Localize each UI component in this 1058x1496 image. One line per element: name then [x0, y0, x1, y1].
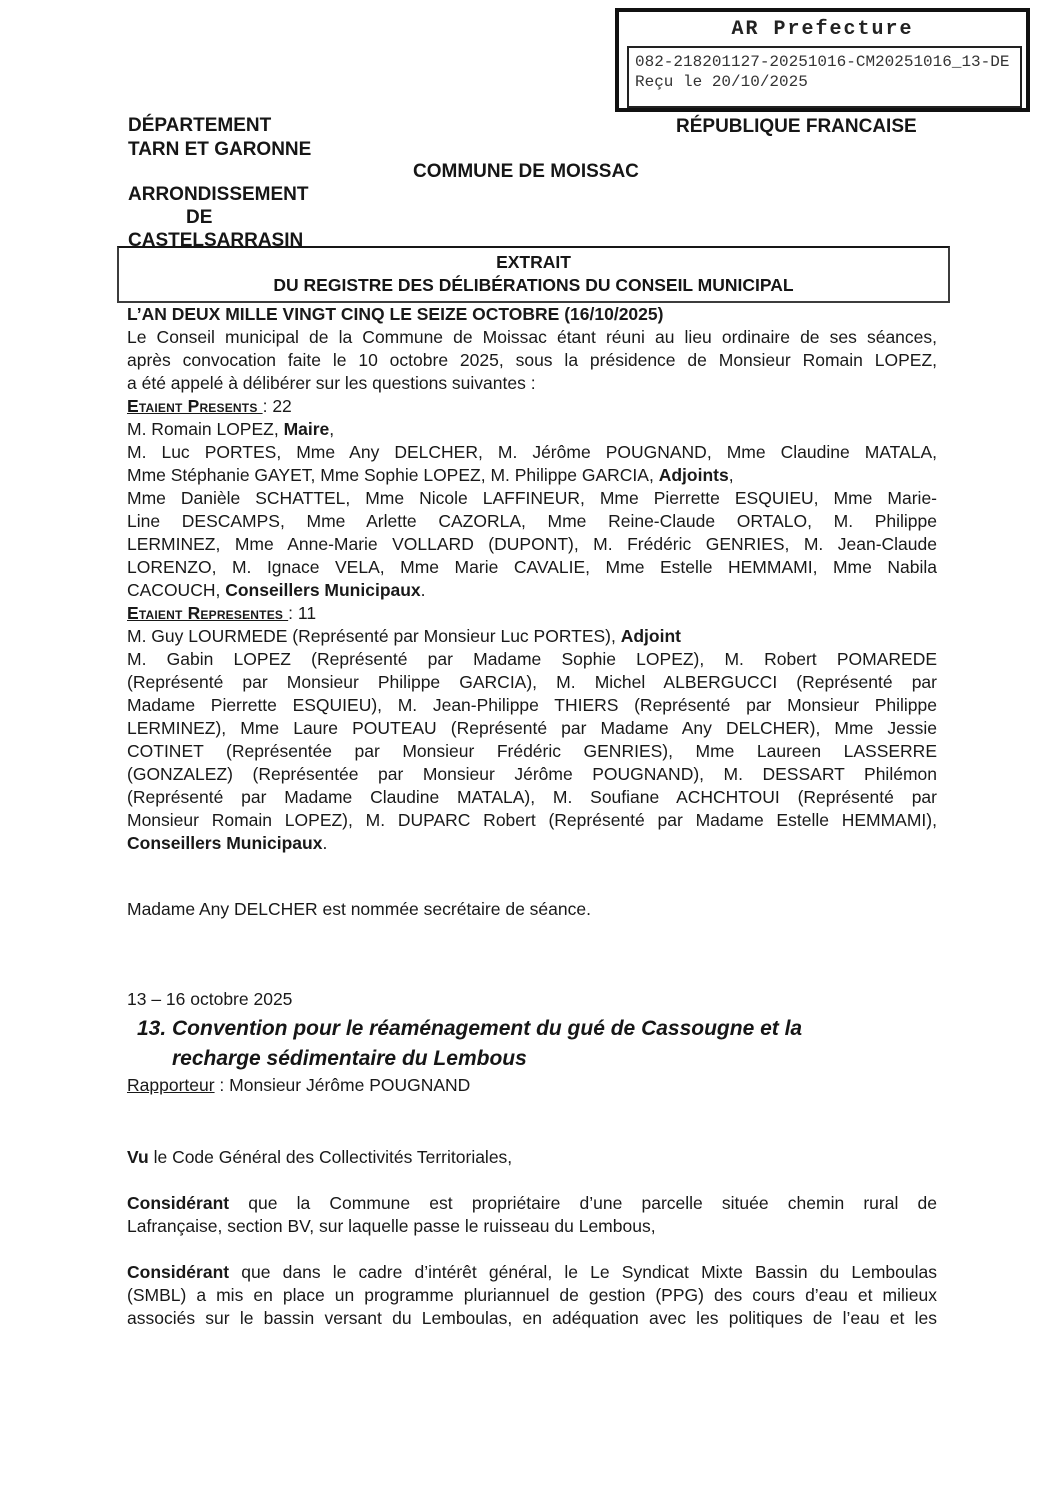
represente-line [127, 625, 937, 648]
represente-line: Monsieur Romain LOPEZ), M. DUPARC Robert (Représenté par Madame Estelle HEMMAMI), [127, 810, 937, 830]
arrondissement-line2: DE [186, 207, 213, 228]
present-line: Mme Danièle SCHATTEL, Mme Nicole LAFFINEUR, Mme Pierrette ESQUIEU, Mme Marie- [127, 488, 937, 508]
intro-line: Le Conseil municipal de la Commune de Moissac étant réuni au lieu ordinaire de ses séances, [127, 327, 937, 347]
ar-stamp-reference: 082-218201127-20251016-CM20251016_13-DE [635, 53, 1010, 71]
vu-keyword: Vu [127, 1147, 149, 1167]
represente-line: (Représenté par Madame Claudine MATALA), M. Soufiane ACHCHTOUI (Représenté par [127, 787, 937, 807]
intro-line: après convocation faite le 10 octobre 2025, sous la présidence de Monsieur Romain LOPEZ, [127, 350, 937, 370]
role-adjoints: Adjoints [658, 465, 729, 485]
represente-names: M. Guy LOURMEDE (Représenté par Monsieur Luc PORTES), [127, 626, 621, 646]
role-conseillers: Conseillers Municipaux [127, 833, 323, 853]
vu-text: le Code Général des Collectivités Territoriales, [148, 1147, 513, 1167]
considerant-line: (SMBL) a mis en place un programme pluriannuel de gestion (PPG) des cours d’eau et milieux [127, 1285, 937, 1305]
ar-stamp-title: AR Prefecture [731, 18, 914, 41]
rapporteur-value: : Monsieur Jérôme POUGNAND [214, 1075, 471, 1095]
present-names: , [728, 465, 734, 485]
ar-stamp-inner-box [627, 46, 1022, 108]
considerant-line [127, 1192, 937, 1215]
represente-line: (GONZALEZ) (Représentée par Monsieur Jérôme POUGNAND), M. DESSART Philémon [127, 764, 937, 784]
departement-block [128, 114, 311, 162]
considerant-line: associés sur le bassin versant du Lemboulas, en adéquation avec les politiques de l’eau et les [127, 1308, 937, 1328]
considerant-paragraph-1 [127, 1192, 937, 1238]
represente-line: (Représenté par Monsieur Philippe GARCIA), M. Michel ALBERGUCCI (Représenté par [127, 672, 937, 692]
role-adjoint: Adjoint [620, 626, 681, 646]
extrait-box [117, 246, 950, 303]
considerant-line: Lafrançaise, section BV, sur laquelle passe le ruisseau du Lembous, [127, 1216, 656, 1236]
considerant-keyword: Considérant [127, 1193, 230, 1213]
present-names: Mme Stéphanie GAYET, Mme Sophie LOPEZ, M. Philippe GARCIA, [127, 465, 659, 485]
present-names: , [329, 419, 335, 439]
republique-label: RÉPUBLIQUE FRANCAISE [676, 116, 917, 137]
present-names: M. Romain LOPEZ, [127, 419, 284, 439]
secretary-note: Madame Any DELCHER est nommée secrétaire de séance. [127, 899, 591, 919]
considerant-keyword: Considérant [127, 1262, 230, 1282]
representes-count: : 11 [288, 603, 317, 623]
considerant-text: que dans le cadre d’intérêt général, le Le Syndicat Mixte Bassin du Lemboulas [229, 1262, 937, 1282]
extrait-title: EXTRAIT [496, 252, 571, 272]
commune-label: COMMUNE DE MOISSAC [413, 161, 639, 182]
deliberation-title-text [172, 1014, 937, 1074]
ar-prefecture-stamp [615, 8, 1030, 112]
role-conseillers: Conseillers Municipaux [225, 580, 421, 600]
title-line1: Convention pour le réaménagement du gué de Cassougne et la [172, 1017, 803, 1040]
deliberation-body [127, 303, 937, 1330]
present-line: Line DESCAMPS, Mme Arlette CAZORLA, Mme Reine-Claude ORTALO, M. Philippe [127, 511, 937, 531]
deliberation-number: 13. [137, 1017, 167, 1040]
arrondissement-block [128, 183, 328, 252]
representes-label: Etaient Representes [127, 603, 289, 623]
title-line2: recharge sédimentaire du Lembous [172, 1047, 527, 1070]
present-line: LORENZO, M. Ignace VELA, Mme Marie CAVALIE, Mme Estelle HEMMAMI, Mme Nabila [127, 557, 937, 577]
present-line: M. Luc PORTES, Mme Any DELCHER, M. Jérôme POUGNAND, Mme Claudine MATALA, [127, 442, 937, 462]
role-maire: Maire [283, 419, 330, 439]
rapporteur-label: Rapporteur [127, 1075, 215, 1095]
represente-line: COTINET (Représentée par Monsieur Frédéric GENRIES), Mme Laureen LASSERRE [127, 741, 937, 761]
represente-line: LERMINEZ), Mme Laure POUTEAU (Représenté par Madame Any DELCHER), Mme Jessie [127, 718, 937, 738]
represente-line: M. Gabin LOPEZ (Représenté par Madame Sophie LOPEZ), M. Robert POMAREDE [127, 649, 937, 669]
presents-heading [127, 395, 937, 418]
agenda-item-range: 13 – 16 octobre 2025 [127, 989, 293, 1009]
intro-line: a été appelé à délibérer sur les questions suivantes : [127, 373, 536, 393]
present-line [127, 418, 937, 441]
represente-line [127, 832, 937, 855]
departement-line1: DÉPARTEMENT [128, 115, 272, 136]
present-line [127, 464, 937, 487]
presents-count: : 22 [262, 396, 292, 416]
arrondissement-line1: ARRONDISSEMENT [128, 184, 309, 205]
present-names: . [420, 580, 426, 600]
represente-names: . [322, 833, 328, 853]
deliberation-title [127, 1014, 937, 1074]
session-date-line: L’AN DEUX MILLE VINGT CINQ LE SEIZE OCTOBRE (16/10/2025) [127, 304, 664, 324]
considerant-text: que la Commune est propriétaire d’une parcelle située chemin rural de [229, 1193, 937, 1213]
ar-stamp-received-date: Reçu le 20/10/2025 [635, 73, 808, 91]
vu-line [127, 1146, 937, 1169]
extrait-subtitle: DU REGISTRE DES DÉLIBÉRATIONS DU CONSEIL MUNICIPAL [273, 275, 794, 295]
rapporteur-line [127, 1074, 937, 1097]
considerant-paragraph-2 [127, 1261, 937, 1330]
present-line [127, 579, 937, 602]
considerant-line [127, 1261, 937, 1284]
representes-heading [127, 602, 937, 625]
present-names: CACOUCH, [127, 580, 226, 600]
presents-label: Etaient Presents [127, 396, 263, 416]
represente-line: Madame Pierrette ESQUIEU), M. Jean-Philippe THIERS (Représenté par Monsieur Philippe [127, 695, 937, 715]
arrondissement-line3: CASTELSARRASIN [128, 230, 304, 251]
present-line: LERMINEZ, Mme Anne-Marie VOLLARD (DUPONT), M. Frédéric GENRIES, M. Jean-Claude [127, 534, 937, 554]
departement-line2: TARN ET GARONNE [128, 139, 312, 160]
